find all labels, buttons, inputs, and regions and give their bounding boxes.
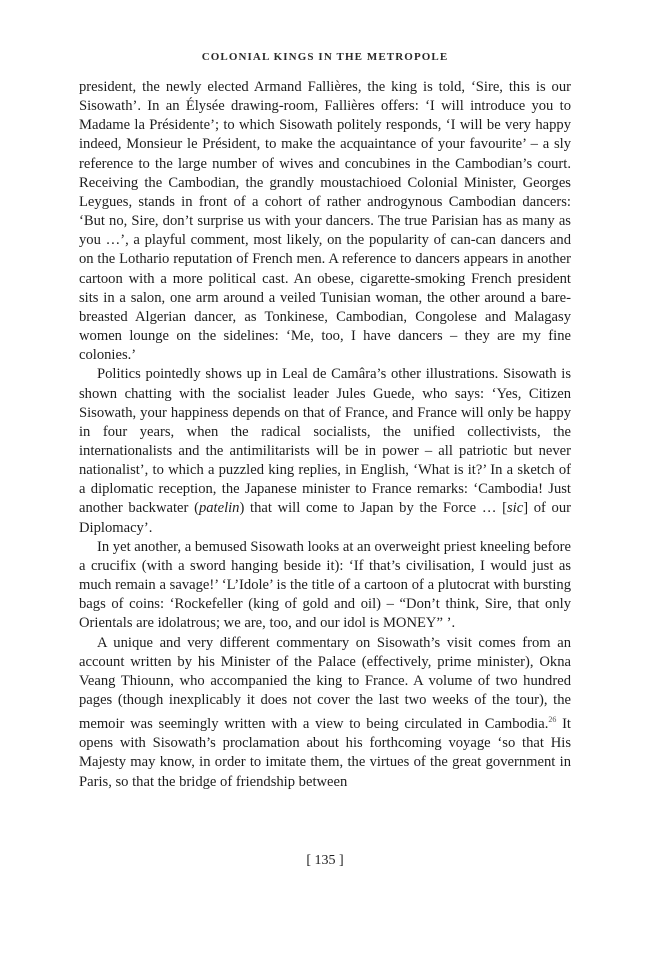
paragraph: [79, 538, 571, 634]
italic-term: patelin: [198, 500, 240, 517]
footnote-ref: 26: [548, 715, 557, 725]
page-number: [ 135 ]: [306, 853, 344, 868]
paragraph: [79, 365, 571, 537]
running-head: COLONIAL KINGS IN THE METROPOLE: [201, 51, 449, 63]
italic-term: sic: [506, 500, 524, 517]
text-run: A unique and very different commentary on Sisowath’s visit comes from an account written by his Minister of the Palace (effectively, prime minister), Okna Veang Thiounn, who accompanied the king to France. A volume of two hundred pages (though inexplicably it does not cover the last two weeks of the tour), the memoir was seemingly written with a view to being circulated in Cambodia.: [79, 634, 571, 733]
text-run: In yet another, a bemused Sisowath looks at an overweight priest kneeling before a crucifix (with a sword hanging beside it): ‘If that’s civilisation, I would just as much remain a savage!’ ‘L’Idole’ is the title of a cartoon of a plutocrat with bursting bags of coins: ‘Rockefeller (king of gold and oil) – “Don’t think, Sire, that only Orientals are idolatrous; we are, too, and our idol is MONEY” ’.: [79, 538, 571, 632]
text-run: ) that will come to Japan by the Force … [: [239, 500, 507, 517]
text-run: It opens with Sisowath’s proclamation about his forthcoming voyage ‘so that His Majesty may know, in order to imitate them, the virtues of the great government in Paris, so that the bridge of friendship between: [79, 716, 571, 790]
paragraph: [79, 634, 571, 792]
body-text: [79, 78, 571, 792]
text-run: Politics pointedly shows up in Leal de Camâra’s other illustrations. Sisowath is shown chatting with the socialist leader Jules Guede, who says: ‘Yes, Citizen Sisowath, your happiness depends on that of France, and France will only be happy in four years, when the radical socialists, the unified collectivists, the internationalists and the antimilitarists will be in power – all patriotic but never nationalist’, to which a puzzled king replies, in English, ‘What is it?’ In a sketch of a diplomatic reception, the Japanese minister to France remarks: ‘Cambodia! Just another backwater (: [79, 366, 571, 517]
text-run: president, the newly elected Armand Fallières, the king is told, ‘Sire, this is our Sisowath’. In an Élysée drawing-room, Fallières offers: ‘I will introduce you to Madame la Présidente’; to which Sisowath politely responds, ‘I will be very happy indeed, Monsieur le Président, to make the acquaintance of your favourite’ – a sly reference to the large number of wives and concubines in the Cambodian’s court. Receiving the Cambodian, the grandly moustachioed Colonial Minister, Georges Leygues, stands in front of a cohort of rather androgynous Cambodian dancers: ‘But no, Sire, don’t surprise us with your dancers. The true Parisian has as many as you …’, a playful comment, most likely, on the popularity of can-can dancers and on the Lothario reputation of French men. A reference to dancers appears in another cartoon with a more political cast. An obese, cigarette-smoking French president sits in a salon, one arm around a veiled Tunisian woman, the other around a bare-breasted Algerian dancer, as Tonkinese, Cambodian, Congolese and Malagasy women lounge on the sidelines: ‘Me, too, I have dancers – they are my fine colonies.’: [79, 79, 571, 364]
text-run: ] of our Diplomacy’.: [79, 500, 572, 536]
paragraph: [79, 78, 571, 365]
